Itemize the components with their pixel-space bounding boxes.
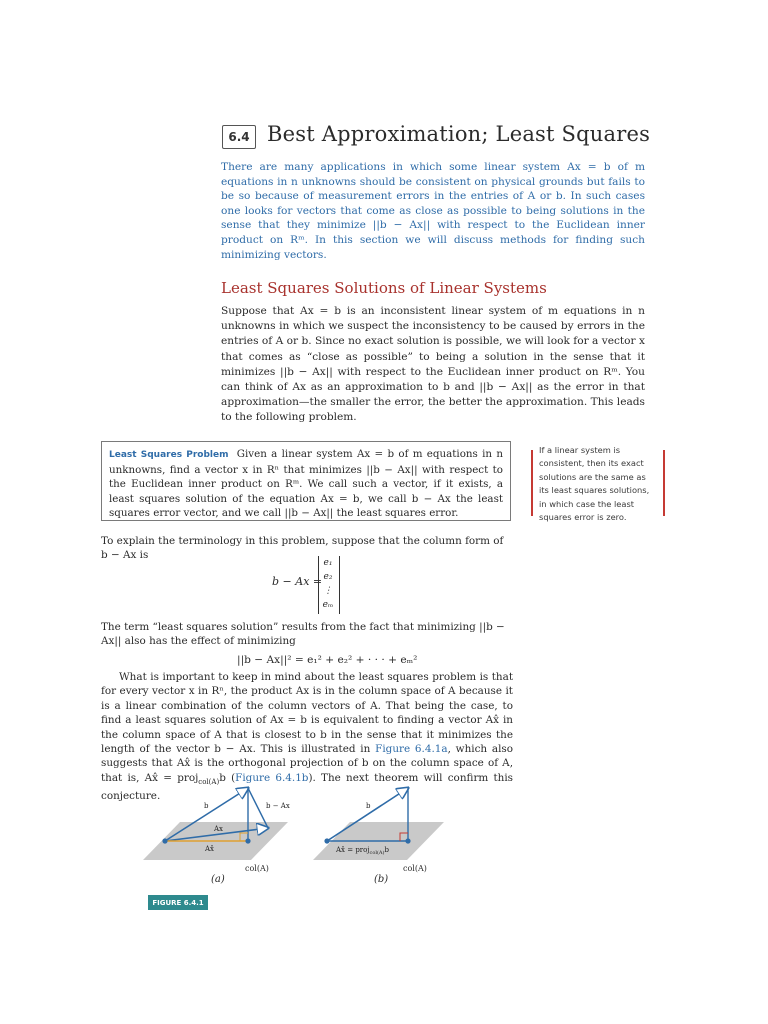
label-diff-a: b − Ax [266,802,290,810]
figure-ref-b[interactable]: Figure 6.4.1b [235,771,309,784]
equation1-lhs: b − Ax = [272,575,323,588]
terminology-paragraph: To explain the terminology in this problem, suppose that the column form of b − Ax is [101,535,504,562]
figure-ref-a[interactable]: Figure 6.4.1a [375,743,448,756]
col-label-b: col(A) [403,864,427,873]
section-title: Best Approximation; Least Squares [267,122,651,146]
origin-a [162,838,167,843]
subsection-heading: Least Squares Solutions of Linear Systems [221,279,547,297]
origin-b [324,838,329,843]
term-paragraph: The term “least squares solution” results from the fact that minimizing ||b − Ax|| also has the effect of minimizing [101,621,505,648]
label-b-b: b [366,802,371,810]
intro-paragraph: There are many applications in which some linear system Ax = b of m equations in n unknowns should be consistent on physical grounds but fails to be so because of measurement errors in the entries of A or b. In such cases one looks for vectors that come as close as possible to being solutions in the sense that they minimize ||b − Ax|| with respect to the Euclidean inner product on Rᵐ. In this section we will discuss methods for finding such minimizing vectors. [221,161,645,261]
label-b-a: b [204,802,209,810]
problem-text: Given a linear system Ax = b of m equations in n unknowns, find a vector x in Rⁿ that minimizes ||b − Ax|| with respect to the Euclidean inner product on Rᵐ. We call such a vector, if it exists, a least squares solution of the equation Ax = b, we call b − Ax the least squares error vector, and we call ||b − Ax|| the least squares error. [109,448,503,520]
tip-b [405,838,410,843]
equation2: ||b − Ax||² = e₁² + e₂² + · · · + eₘ² [237,654,418,666]
important-text-1: What is important to keep in mind about the least squares problem is that for every vector x in Rⁿ, the product Ax is in the column space of A because it is a linear combination of the column vectors of A. That being the case, to find a least squares solution of Ax = b is equivalent to finding a vector Ax̂ in the column space of A that is closest to b in the sense that it minimizes the length of the vector b − Ax. This is illustrated in [101,671,513,756]
problem-label: Least Squares Problem [109,450,229,460]
figure-badge: FIGURE 6.4.1 [148,895,208,910]
panel-label-b: (b) [374,874,389,885]
vector-entry: e₂ [323,572,333,582]
col-label-a: col(A) [245,864,269,873]
important-text-4: ). The next theorem will confirm this conjecture. [101,771,514,803]
important-text-3: b ( [219,771,236,784]
label-ax-a: Ax [214,825,224,833]
important-text-2: , which also suggests that Ax̂ is the orthogonal projection of b on the column space of A, that is, Ax̂ = proj [101,743,514,784]
vector-entry: ⋮ [323,586,333,596]
subsection-paragraph: Suppose that Ax = b is an inconsistent linear system of m equations in n unknowns in which we suspect the inconsistency to be caused by errors in the entries of A or b. Since no exact solution is possible, we will look for a vector x that comes as “close as possible” to being a solution in the sense that it minimizes ||b − Ax|| with respect to the Euclidean inner product on Rᵐ. You can think of Ax as an approximation to b and ||b − Ax|| as the error in that approximation—the smaller the error, the better the approximation. This leads to the following problem. [221,305,645,424]
proj-subscript: col(A) [198,777,220,786]
tip-a [245,838,250,843]
panel-label-a: (a) [211,874,225,885]
vector-entry: eₘ [322,600,334,610]
margin-note: If a linear system is consistent, then its exact solutions are the same as its least squares solutions, in which case the least squares error is zero. [539,445,650,523]
label-axhat-a: Ax̂ [205,845,215,853]
label-proj-b: Ax̂ = proj$_{col(A)}$b [336,846,389,856]
vector-entry: e₁ [323,558,333,568]
section-number-badge: 6.4 [222,125,256,149]
